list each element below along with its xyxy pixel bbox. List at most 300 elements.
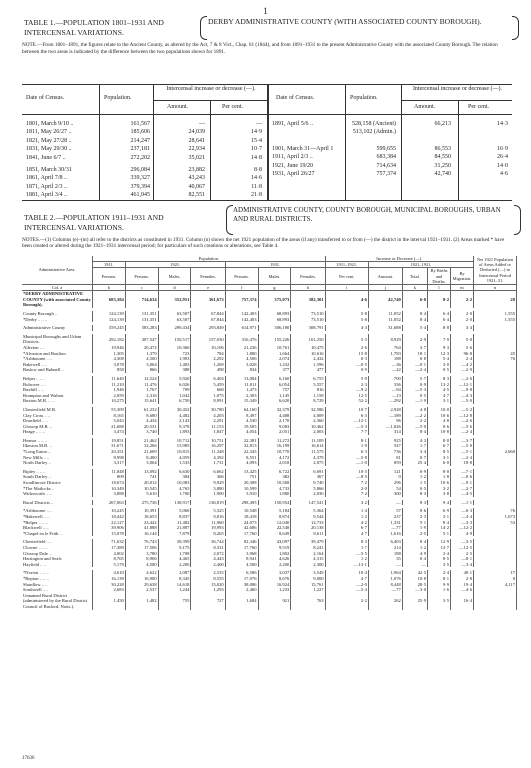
t2-cell: 723	[158, 351, 191, 357]
t2-cell: 2,200	[158, 562, 191, 568]
t2-cell: 9,378	[158, 424, 191, 430]
t2-cell: 477	[291, 367, 325, 373]
t2-cell: 2,200	[258, 562, 291, 568]
t2-cell: 8·3	[402, 491, 427, 497]
t2-cell: 6·7	[428, 443, 451, 449]
table1-note: NOTE.—From 1801–1891, the figures relate to the Ancient County, as altered by the Act, 7 & 8 Vict., Chap. 61 (1844), and from 1891–1931 to the present Administrative County with the associated County Borough. The relation between the two areas is indicated by the difference between the two populations shown for 1891.	[22, 42, 498, 55]
t2-area: Southwell .. ..	[22, 587, 93, 593]
t2-cell: 1,269	[191, 362, 225, 368]
t2-cell: 6,160	[258, 376, 291, 382]
t1-cell-date: 1811, May 26/27 ..	[26, 129, 72, 136]
t1-row	[22, 128, 267, 136]
t2-cell: 10,815	[158, 449, 191, 455]
t2-col-letter: Col. a	[22, 285, 93, 291]
t1-cell-pop: 714,634	[376, 162, 396, 169]
t2-cell: 3·1	[428, 398, 451, 404]
t2-cell: 275,736	[125, 500, 158, 506]
t2-cell: 0·3	[325, 356, 368, 362]
table1	[22, 84, 512, 204]
t2-cell: 22,381	[225, 438, 258, 444]
t2-cell: 336	[368, 382, 402, 388]
t2-cell: 10,616	[291, 351, 325, 357]
t2-cell: 547	[368, 443, 402, 449]
t2-cell: 8·1	[428, 576, 451, 582]
t2-cell: 3,474	[93, 429, 126, 435]
t2-cell: 4,530	[225, 418, 258, 424]
table1-area-title: DERBY ADMINISTRATIVE COUNTY (WITH ASSOCIATED COUNTY BOROUGH).	[208, 17, 482, 26]
t2-cell: 147,541	[291, 500, 325, 506]
t2-col-letter: l	[428, 285, 451, 291]
t1-cell-pct: 14·9	[251, 129, 262, 136]
t2-cell: 4,506	[225, 356, 258, 362]
t2-cell: 2,087	[158, 570, 191, 576]
t2-cell: 6,750	[158, 398, 191, 404]
t2-cell: 925	[368, 438, 402, 444]
t2-cell: 4·5	[428, 387, 451, 393]
t2-cell: 22,548	[258, 525, 291, 531]
t2-h-males-1921: Males.	[158, 268, 191, 285]
t2-cell: 2,072	[191, 551, 225, 557]
t2-cell: 2,291	[191, 418, 225, 424]
t2-cell: 68,893	[258, 311, 291, 317]
t2-cell: 1,783	[368, 351, 402, 357]
t2-cell: 11,960	[191, 520, 225, 526]
t2-cell: 6·3	[325, 413, 368, 419]
t2-cell: 8,765	[93, 556, 126, 562]
t2-cell: —22	[368, 367, 402, 373]
t2-cell: 306,180	[258, 325, 291, 331]
t1-h-pop-right: Population.	[350, 95, 378, 101]
t2-cell: 3,549	[291, 570, 325, 576]
t2-cell: —0·6	[451, 474, 474, 480]
t2-cell: 809	[93, 474, 126, 480]
t2-cell: 25·9	[402, 593, 427, 610]
t2-cell: 10·4	[325, 570, 368, 576]
t2-cell: 5,920	[158, 376, 191, 382]
t1-cell-amount: 66,213	[434, 121, 451, 127]
t2-cell: 1·8	[428, 474, 451, 480]
t2-cell: 834	[225, 367, 258, 373]
t2-cell: 2,030	[291, 491, 325, 497]
t2-cell: 2,316	[125, 393, 158, 399]
t2-area: New Mills .. ..	[22, 455, 93, 461]
t2-col-letter: b	[93, 285, 126, 291]
t2-cell: 4,622	[125, 570, 158, 576]
t2-h-amount: Amount.	[368, 268, 402, 285]
t2-cell: 382	[258, 474, 291, 480]
t2-cell: 131,351	[125, 317, 158, 323]
t2-cell: 2,059	[93, 393, 126, 399]
t2-area: Glossop Dale ..	[22, 551, 93, 557]
t2-area: Heage .. .. ..	[22, 429, 93, 435]
t2-cell: 1,684	[225, 593, 258, 610]
t2-cell: 28	[474, 291, 517, 308]
t2-cell: 300	[368, 491, 402, 497]
t2-cell: 366	[191, 474, 225, 480]
t2-cell: 13·7	[428, 545, 451, 551]
t2-cell: 9,816	[191, 514, 225, 520]
t2-cell: 15,641	[125, 398, 158, 404]
t2-cell: 10,391	[125, 508, 158, 514]
t2-cell: —2·4	[451, 455, 474, 461]
t2-cell: 8,555	[191, 576, 225, 582]
t2-cell: 1,533	[158, 460, 191, 466]
t2-cell: —2·7	[451, 486, 474, 492]
t2-cell: 1,946	[93, 387, 126, 393]
t1-cell-pop: 296,084	[130, 166, 150, 173]
t2-cell: 45	[474, 351, 517, 357]
t2-cell: 8,906	[125, 556, 158, 562]
t2-cell: 816	[291, 387, 325, 393]
t2-col-letter: h	[291, 285, 325, 291]
t2-area: Municipal Boroughs and Urban Districts.	[22, 334, 93, 345]
t2-h-persons-1931: Persons.	[225, 268, 258, 285]
t2-cell: 4,610	[93, 570, 126, 576]
t2-cell: 4,315	[291, 556, 325, 562]
t2-cell: 262	[368, 593, 402, 610]
t1-cell-pct: —	[256, 121, 262, 127]
t2-cell: 7·2	[325, 491, 368, 497]
t2-cell: 6,620	[258, 398, 291, 404]
t2-cell: 9,929	[191, 480, 225, 486]
t2-cell: 2·2	[325, 593, 368, 610]
t1-row	[22, 166, 267, 174]
t2-cell: 4,626	[258, 556, 291, 562]
t1-row	[268, 120, 512, 145]
t2-cell: 8·1	[325, 438, 368, 444]
t2-cell: 161,250	[291, 334, 325, 345]
t1-left-rows	[22, 120, 267, 200]
t2-cell: 2·0	[451, 317, 474, 323]
t2-cell: 8,265	[191, 531, 225, 537]
t2-cell: 42,686	[225, 525, 258, 531]
t2-cell: 1,158	[291, 393, 325, 399]
t2-cell: 17	[474, 570, 517, 576]
t2-cell: 2·3	[402, 514, 427, 520]
t2-cell: 31,671	[93, 443, 126, 449]
t2-area: Ilkeston M.B. ..	[22, 443, 93, 449]
t2-cell: 3,037	[258, 570, 291, 576]
t2-cell: 15,078	[93, 531, 126, 537]
t2-area: *Alvaston and Boulton	[22, 351, 93, 357]
t2-cell: 1,880	[225, 351, 258, 357]
t2-cell: 8,941	[225, 556, 258, 562]
t1-cell-amount: 23,882	[188, 166, 205, 173]
t1-cell-pop: 214,247	[130, 137, 150, 144]
t2-cell: 19·4	[451, 582, 474, 588]
t2-cell: 1,880	[258, 491, 291, 497]
t2-cell: 19,993	[191, 525, 225, 531]
t2-cell: 1·2	[325, 514, 368, 520]
t2-cell: 9	[368, 474, 402, 480]
t2-cell: 0	[474, 576, 517, 582]
t2-cell: 4·7	[325, 531, 368, 537]
t2-cell: —5·1	[451, 449, 474, 455]
table2-title: TABLE 2.—POPULATION 1911–1931 AND INTERCENSAL VARIATIONS.	[24, 213, 164, 232]
t2-cell: 21,609	[125, 449, 158, 455]
t2-h-population: Population.	[93, 256, 326, 262]
t2-cell: 1,403	[158, 362, 191, 368]
t2-cell: 5·1	[428, 531, 451, 537]
t2-cell: 20,138	[291, 525, 325, 531]
t2-cell: 377	[258, 367, 291, 373]
t2-cell: 6·9	[428, 508, 451, 514]
t2-cell: 9,083	[258, 424, 291, 430]
t2-cell: 5,364	[291, 508, 325, 514]
t2-cell: 1,893	[158, 429, 191, 435]
t2-cell: 54	[368, 486, 402, 492]
t2-cell: 3,780	[125, 551, 158, 557]
t2-cell: 4,392	[191, 455, 225, 461]
t2-cell: 11,848	[93, 469, 126, 475]
t1-cell-pop: 339,327	[130, 175, 150, 182]
t2-area: Heanor .. .. ..	[22, 438, 93, 444]
t2-cell: 4·8	[428, 418, 451, 424]
t1-h-date-right: Date of Census.	[276, 95, 315, 101]
t2-cell: 8,551	[225, 455, 258, 461]
t2-cell: 11,348	[191, 449, 225, 455]
t2-cell: —4·6	[451, 587, 474, 593]
t2-cell: 8·4	[428, 520, 451, 526]
t2-cell: 8,345	[158, 576, 191, 582]
brace-left	[200, 16, 207, 40]
t2-cell: 15,020	[191, 582, 225, 588]
t2-h-1921: 1921.	[125, 262, 225, 268]
t2-cell: 10·7	[325, 407, 368, 413]
t2-cell: 498	[191, 367, 225, 373]
t2-cell: 1·2	[402, 474, 427, 480]
t2-cell: 5·8	[325, 311, 368, 317]
t2-cell: 8·2	[428, 291, 451, 308]
t2-h-migration: By Migration.	[451, 268, 474, 285]
t1-row	[22, 191, 267, 199]
t2-cell: 1,076	[368, 576, 402, 582]
t2-cell: 3,317	[93, 460, 126, 466]
t2-cell: 8,165	[93, 413, 126, 419]
t2-cell: 11,210	[93, 382, 126, 388]
t2-col-letter: c	[125, 285, 158, 291]
t2-cell: 4·9	[451, 531, 474, 537]
t2-cell: 76,743	[125, 539, 158, 545]
t2-cell: 7·7	[325, 429, 368, 435]
t2-cell: 5·1	[402, 520, 427, 526]
t2-cell: 16,900	[125, 576, 158, 582]
t2-h-1911-21: 1911–1921.	[325, 262, 368, 268]
t1-cell-pct: 16·9	[497, 146, 508, 152]
t2-cell: 73,510	[291, 311, 325, 317]
t2-cell: 1,042	[158, 393, 191, 399]
t2-cell: 8·4	[402, 311, 427, 317]
table2-note: NOTES.—(1) Columns (e)–(m) all refer to the districts as constituted in 1931. Column (n) shows the net 1921 population of the areas (if any) transferred to or from (—) the district in the interval 1921–1931. (2) Areas marked * have been created or altered during the 1921–1931 intercensal period; for particulars of such creations or alterations, see Table 4.	[22, 237, 505, 250]
t2-cell: 308,791	[291, 325, 325, 331]
t1-cell-date: 1831, May 29/30 ..	[26, 146, 72, 153]
t2-cell: 14,618	[158, 582, 191, 588]
t2-cell: 7,879	[158, 531, 191, 537]
t2-cell: 155,226	[258, 334, 291, 345]
t2-cell: 18,418	[225, 514, 258, 520]
t2-cell: 5,179	[93, 562, 126, 568]
t2-cell: 8,649	[258, 531, 291, 537]
t2-cell: —	[368, 500, 402, 506]
t2-cell: —77	[368, 587, 402, 593]
t1-h-amount-right: Amount.	[414, 104, 436, 110]
t2-cell: 142,403	[225, 311, 258, 317]
t2-cell: 2,003	[291, 429, 325, 435]
t2-h-males-1931: Males.	[258, 268, 291, 285]
t2-cell: 4,465	[158, 556, 191, 562]
t2-cell: 15,761	[291, 582, 325, 588]
t2-cell: 136,819	[191, 500, 225, 506]
t1-cell-date: 1851, March 30/31	[26, 166, 72, 173]
t2-cell: 11,109	[291, 438, 325, 444]
t2-cell: 8·0	[428, 438, 451, 444]
t2-col-letter: g	[258, 285, 291, 291]
t2-cell: 63,507	[158, 317, 191, 323]
t2-area: *Ashbourne .. ..	[22, 356, 93, 362]
t2-cell: —94	[368, 387, 402, 393]
t2-cell: 1,227	[291, 587, 325, 593]
t2-cell: 150,517	[158, 334, 191, 345]
t1-cell-pct: 15·4	[251, 137, 262, 144]
t2-cell: 1,482	[125, 593, 158, 610]
t1-cell-date: 1871, April 2/3 ..	[26, 183, 68, 190]
t2-cell: 700	[368, 376, 402, 382]
t2-cell: 10·0	[428, 407, 451, 413]
t2-cell: —292	[368, 398, 402, 404]
t2-cell: —12·1	[451, 382, 474, 388]
t2-cell: 4,765	[158, 486, 191, 492]
t2-area: County Borough ..	[22, 311, 93, 317]
t2-cell: 5·8	[325, 317, 368, 323]
t1-cell-amount: 22,934	[188, 146, 205, 153]
t2-cell: 2,143	[158, 418, 191, 424]
t2-cell: 3·4	[451, 325, 474, 331]
t2-area: *Long Eaton ..	[22, 449, 93, 455]
t2-cell: 19,946	[93, 345, 126, 351]
t2-cell: 20,351	[93, 449, 126, 455]
t2-cell: —9·2	[325, 387, 368, 393]
t2-cell: 2·5	[402, 531, 427, 537]
t2-cell: 8·4	[402, 539, 427, 545]
t2-cell: —5·3	[402, 387, 427, 393]
t1-row	[22, 154, 267, 162]
t2-cell: 3·5	[428, 562, 451, 568]
t2-cell: —0·5	[325, 362, 368, 368]
t2-cell: 267,063	[93, 500, 126, 506]
t2-cell: 40·1	[451, 570, 474, 576]
t2-cell: 5·4	[402, 325, 427, 331]
t2-cell: 4·3	[402, 438, 427, 444]
t2-cell: 307,547	[125, 334, 158, 345]
t2-cell: 1,964	[368, 570, 402, 576]
t1-cell-pct: 14·0	[497, 162, 508, 169]
t1-cell-pct: 26·4	[497, 154, 508, 161]
t2-cell: 1,731	[191, 460, 225, 466]
t2-cell: 81	[368, 455, 402, 461]
t2-cell: 668	[191, 387, 225, 393]
t2-cell: 5,866	[291, 486, 325, 492]
t2-cell: 8·5	[428, 449, 451, 455]
t2-cell: 4,482	[158, 413, 191, 419]
t2-cell	[474, 593, 517, 610]
t1-cell-pct: 11·8	[251, 183, 262, 190]
t2-cell: 4,434	[125, 418, 158, 424]
t2-cell: 6·3	[325, 449, 368, 455]
t1-cell-pop: 185,606	[130, 129, 150, 136]
t2-area: *Norton .. .. ..	[22, 570, 93, 576]
t2-cell: 9,175	[158, 545, 191, 551]
t2-area: Glossop M.B. ..	[22, 424, 93, 430]
t2-cell: —12·2	[451, 525, 474, 531]
t2-cell: —1,026	[368, 424, 402, 430]
t2-cell: 25·4	[402, 460, 427, 466]
t1-cell-pct: 10·7	[251, 146, 262, 153]
t2-cell: 42·5	[402, 570, 427, 576]
t2-cell: 18,653	[125, 514, 158, 520]
t2-cell: —2·0	[325, 582, 368, 588]
t1-cell-amount: 86,553	[434, 146, 451, 152]
t2-cell: 16,139	[93, 576, 126, 582]
t2-cell: 4,500	[225, 562, 258, 568]
t2-cell: 10,568	[258, 480, 291, 486]
t2-cell: 293,849	[191, 325, 225, 331]
t2-cell: 8,448	[368, 582, 402, 588]
t2-cell: 1,145	[258, 393, 291, 399]
t2-cell: 55,309	[93, 407, 126, 413]
t2-cell: 10,366	[158, 345, 191, 351]
footer-code: 17636	[22, 756, 35, 761]
t2-h-1911: 1911.	[93, 262, 126, 268]
t2-cell: —2·4	[451, 429, 474, 435]
t2-cell: 361,673	[191, 291, 225, 308]
t2-cell: —12·5	[451, 545, 474, 551]
t2-cell: 20,308	[225, 480, 258, 486]
t2-cell: 0·9	[325, 367, 368, 373]
t2-cell: 3·8	[428, 491, 451, 497]
t2-cell: 1·9	[402, 525, 427, 531]
t2-cell: 8·3	[325, 539, 368, 545]
t2-col-letter: m	[451, 285, 474, 291]
t2-cell: 0·5	[402, 486, 427, 492]
t1-cell-amount: 31,250	[434, 162, 451, 169]
t2-area: South Darley ..	[22, 474, 93, 480]
t2-h-pct-1911: Per cent.	[325, 268, 368, 285]
t2-cell: 8,874	[258, 514, 291, 520]
t2-cell: 2,683	[93, 587, 126, 593]
t2-area: *Bakewell .. ..	[22, 514, 93, 520]
t2-cell: 67,844	[191, 317, 225, 323]
t2-cell: 1,293	[191, 587, 225, 593]
t1-cell-date: 1861, April 7/8 ..	[26, 175, 68, 182]
t2-cell: 4·7	[428, 393, 451, 399]
t2-cell: 10,761	[258, 345, 291, 351]
t2-cell: 39,906	[93, 525, 126, 531]
t2-cell: 0·5	[402, 393, 427, 399]
t2-cell: —3·4	[451, 562, 474, 568]
t2-cell: 124,139	[93, 317, 126, 323]
t2-cell: 8,929	[368, 334, 402, 345]
t2-cell: 6,662	[191, 469, 225, 475]
t2-cell: 1,450	[93, 593, 126, 610]
t2-cell: 1·7	[402, 443, 427, 449]
t2-cell: 11,640	[93, 376, 126, 382]
t2-cell: 3·4	[402, 449, 427, 455]
t2-h-persons-1911: Persons.	[93, 268, 126, 285]
t2-cell: 3,028	[225, 362, 258, 368]
t1-cell-date: 1881, April 3/4 ..	[26, 192, 68, 199]
t2-area: Hayfield .. ..	[22, 562, 93, 568]
t2-cell: 314	[368, 429, 402, 435]
